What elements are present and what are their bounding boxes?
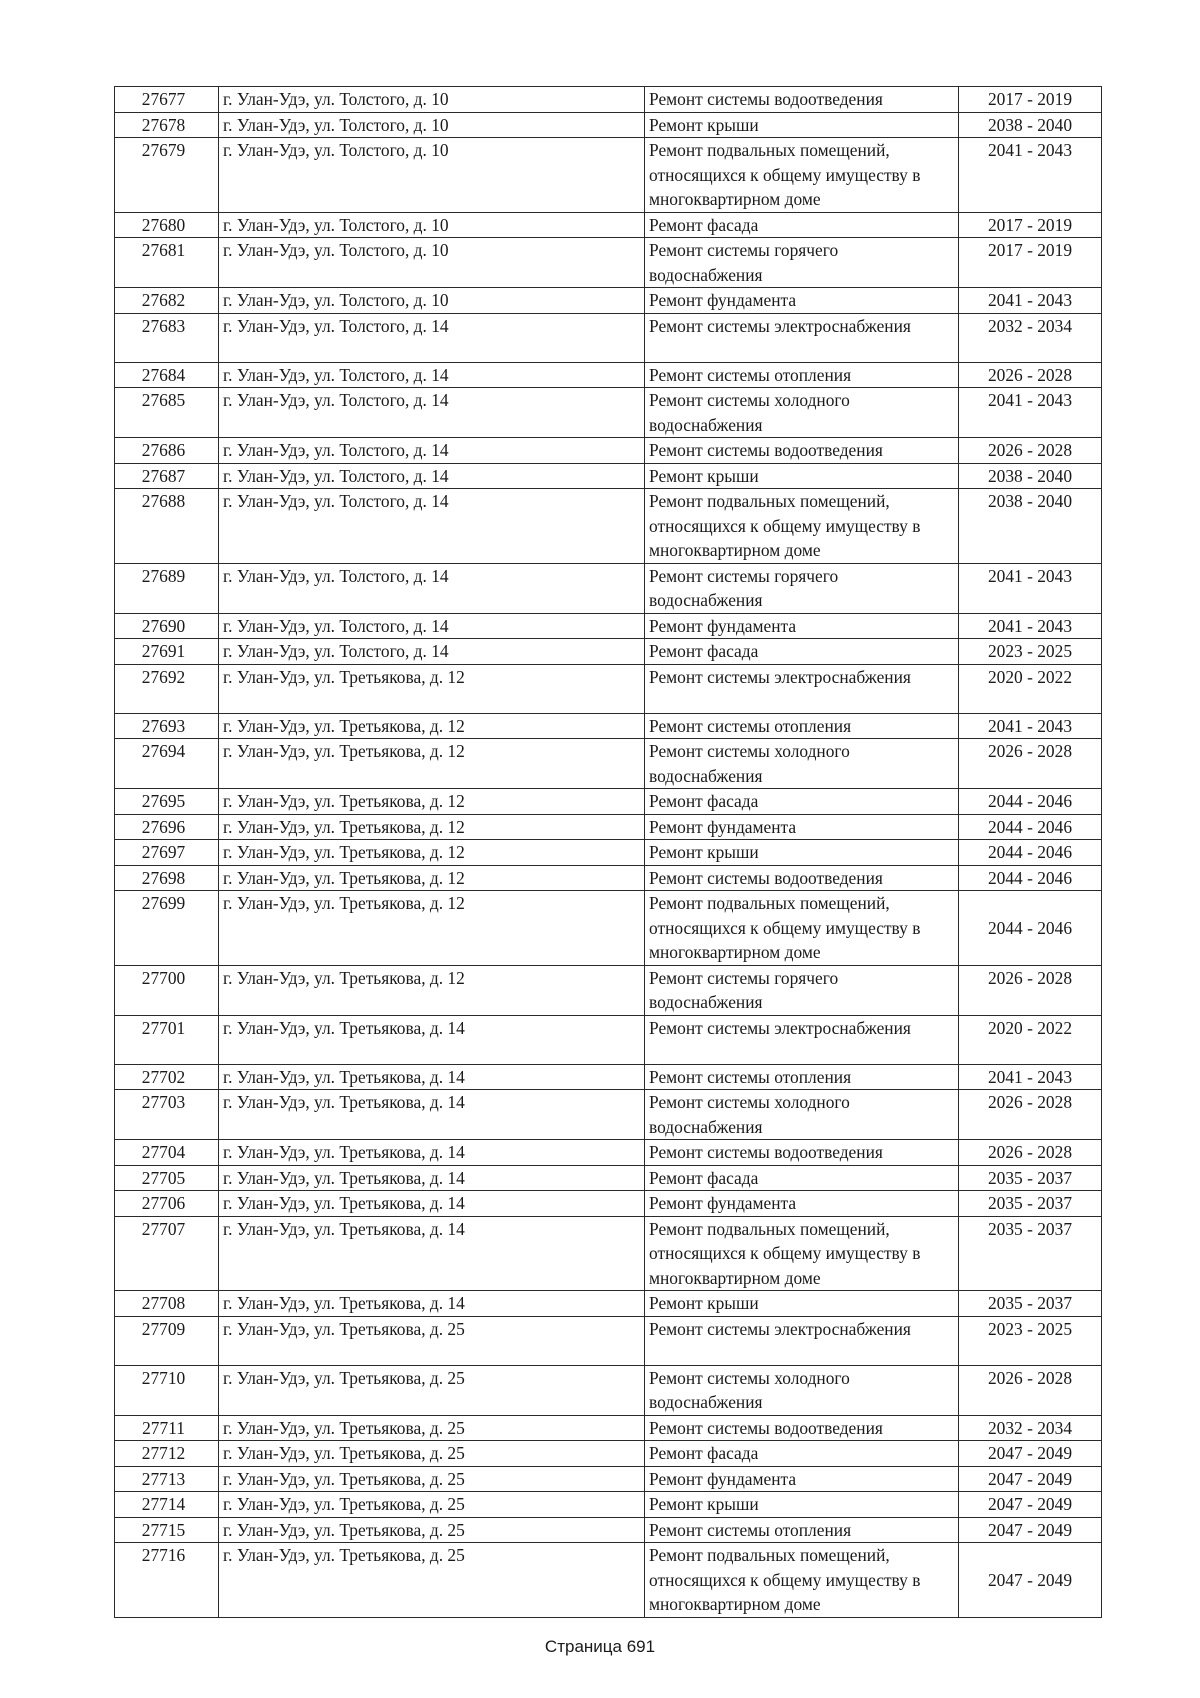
table-row [115, 1415, 1102, 1441]
row-address: г. Улан-Удэ, ул. Толстого, д. 14 [219, 313, 645, 362]
row-period: 2041 - 2043 [959, 138, 1102, 213]
row-work-type: Ремонт системы отопления [645, 362, 959, 388]
row-address: г. Улан-Удэ, ул. Третьякова, д. 12 [219, 814, 645, 840]
table-row [115, 1064, 1102, 1090]
row-number: 27711 [115, 1415, 219, 1441]
row-number: 27706 [115, 1191, 219, 1217]
row-work-type: Ремонт системы водоотведения [645, 87, 959, 113]
row-address: г. Улан-Удэ, ул. Толстого, д. 14 [219, 489, 645, 564]
row-period: 2026 - 2028 [959, 965, 1102, 1015]
table-row [115, 1140, 1102, 1166]
row-period: 2047 - 2049 [959, 1492, 1102, 1518]
row-address: г. Улан-Удэ, ул. Третьякова, д. 14 [219, 1291, 645, 1317]
row-number: 27709 [115, 1316, 219, 1365]
row-address: г. Улан-Удэ, ул. Третьякова, д. 14 [219, 1015, 645, 1064]
row-work-type: Ремонт системы водоотведения [645, 1140, 959, 1166]
row-period: 2047 - 2049 [959, 1441, 1102, 1467]
row-work-type: Ремонт подвальных помещений, относящихся к общему имуществу в многоквартирном доме [645, 1543, 959, 1618]
row-number: 27691 [115, 639, 219, 665]
row-number: 27679 [115, 138, 219, 213]
row-address: г. Улан-Удэ, ул. Третьякова, д. 12 [219, 664, 645, 713]
row-number: 27682 [115, 288, 219, 314]
works-table [114, 86, 1102, 1618]
row-period: 2044 - 2046 [959, 814, 1102, 840]
row-number: 27702 [115, 1064, 219, 1090]
row-work-type: Ремонт фасада [645, 1441, 959, 1467]
row-address: г. Улан-Удэ, ул. Третьякова, д. 25 [219, 1492, 645, 1518]
table-row [115, 489, 1102, 564]
row-work-type: Ремонт крыши [645, 840, 959, 866]
table-row [115, 891, 1102, 966]
table-row [115, 613, 1102, 639]
row-period: 2041 - 2043 [959, 388, 1102, 438]
row-period: 2044 - 2046 [959, 789, 1102, 815]
row-number: 27705 [115, 1165, 219, 1191]
row-number: 27694 [115, 739, 219, 789]
row-period: 2017 - 2019 [959, 238, 1102, 288]
row-number: 27712 [115, 1441, 219, 1467]
row-period: 2023 - 2025 [959, 1316, 1102, 1365]
table-row [115, 840, 1102, 866]
table-row [115, 1165, 1102, 1191]
row-work-type: Ремонт системы горячего водоснабжения [645, 965, 959, 1015]
row-work-type: Ремонт системы холодного водоснабжения [645, 388, 959, 438]
row-number: 27690 [115, 613, 219, 639]
row-period: 2038 - 2040 [959, 463, 1102, 489]
row-address: г. Улан-Удэ, ул. Третьякова, д. 12 [219, 739, 645, 789]
row-address: г. Улан-Удэ, ул. Толстого, д. 10 [219, 112, 645, 138]
row-period: 2032 - 2034 [959, 1415, 1102, 1441]
row-number: 27708 [115, 1291, 219, 1317]
table-row [115, 463, 1102, 489]
table-row [115, 1441, 1102, 1467]
row-work-type: Ремонт системы отопления [645, 713, 959, 739]
row-number: 27685 [115, 388, 219, 438]
row-work-type: Ремонт фасада [645, 1165, 959, 1191]
row-work-type: Ремонт фундамента [645, 1466, 959, 1492]
row-number: 27677 [115, 87, 219, 113]
row-period: 2041 - 2043 [959, 1064, 1102, 1090]
row-period: 2041 - 2043 [959, 563, 1102, 613]
table-row [115, 313, 1102, 362]
row-work-type: Ремонт системы электроснабжения [645, 1015, 959, 1064]
works-table-body [115, 87, 1102, 1618]
row-address: г. Улан-Удэ, ул. Третьякова, д. 25 [219, 1543, 645, 1618]
row-number: 27689 [115, 563, 219, 613]
row-number: 27693 [115, 713, 219, 739]
row-address: г. Улан-Удэ, ул. Третьякова, д. 12 [219, 891, 645, 966]
row-period: 2020 - 2022 [959, 1015, 1102, 1064]
row-period: 2026 - 2028 [959, 438, 1102, 464]
table-row [115, 362, 1102, 388]
row-period: 2047 - 2049 [959, 1543, 1102, 1618]
row-work-type: Ремонт системы водоотведения [645, 438, 959, 464]
row-address: г. Улан-Удэ, ул. Третьякова, д. 14 [219, 1064, 645, 1090]
row-number: 27699 [115, 891, 219, 966]
row-period: 2017 - 2019 [959, 212, 1102, 238]
row-work-type: Ремонт системы водоотведения [645, 1415, 959, 1441]
row-work-type: Ремонт подвальных помещений, относящихся к общему имуществу в многоквартирном доме [645, 489, 959, 564]
row-number: 27678 [115, 112, 219, 138]
row-address: г. Улан-Удэ, ул. Толстого, д. 10 [219, 138, 645, 213]
row-work-type: Ремонт системы горячего водоснабжения [645, 563, 959, 613]
row-number: 27680 [115, 212, 219, 238]
row-number: 27683 [115, 313, 219, 362]
row-work-type: Ремонт системы холодного водоснабжения [645, 1365, 959, 1415]
row-address: г. Улан-Удэ, ул. Толстого, д. 14 [219, 388, 645, 438]
page-number: Страница 691 [544, 1637, 656, 1656]
table-row [115, 1090, 1102, 1140]
row-work-type: Ремонт фундамента [645, 814, 959, 840]
row-number: 27696 [115, 814, 219, 840]
row-period: 2035 - 2037 [959, 1216, 1102, 1291]
table-row [115, 664, 1102, 713]
row-address: г. Улан-Удэ, ул. Толстого, д. 14 [219, 438, 645, 464]
row-work-type: Ремонт крыши [645, 1291, 959, 1317]
row-work-type: Ремонт системы электроснабжения [645, 313, 959, 362]
row-period: 2041 - 2043 [959, 613, 1102, 639]
table-row [115, 1316, 1102, 1365]
table-row [115, 639, 1102, 665]
table-row [115, 138, 1102, 213]
row-period: 2035 - 2037 [959, 1191, 1102, 1217]
row-address: г. Улан-Удэ, ул. Третьякова, д. 14 [219, 1140, 645, 1166]
row-address: г. Улан-Удэ, ул. Толстого, д. 14 [219, 563, 645, 613]
row-period: 2047 - 2049 [959, 1517, 1102, 1543]
row-work-type: Ремонт системы отопления [645, 1517, 959, 1543]
row-period: 2041 - 2043 [959, 288, 1102, 314]
row-number: 27716 [115, 1543, 219, 1618]
row-period: 2017 - 2019 [959, 87, 1102, 113]
row-number: 27692 [115, 664, 219, 713]
row-period: 2026 - 2028 [959, 1365, 1102, 1415]
row-address: г. Улан-Удэ, ул. Третьякова, д. 25 [219, 1441, 645, 1467]
row-number: 27710 [115, 1365, 219, 1415]
row-number: 27681 [115, 238, 219, 288]
row-number: 27701 [115, 1015, 219, 1064]
row-number: 27703 [115, 1090, 219, 1140]
table-row [115, 112, 1102, 138]
row-work-type: Ремонт крыши [645, 112, 959, 138]
row-period: 2047 - 2049 [959, 1466, 1102, 1492]
row-address: г. Улан-Удэ, ул. Третьякова, д. 25 [219, 1415, 645, 1441]
row-address: г. Улан-Удэ, ул. Третьякова, д. 12 [219, 965, 645, 1015]
table-row [115, 212, 1102, 238]
row-work-type: Ремонт крыши [645, 463, 959, 489]
row-work-type: Ремонт системы электроснабжения [645, 664, 959, 713]
row-address: г. Улан-Удэ, ул. Третьякова, д. 14 [219, 1216, 645, 1291]
row-work-type: Ремонт системы отопления [645, 1064, 959, 1090]
row-address: г. Улан-Удэ, ул. Третьякова, д. 25 [219, 1466, 645, 1492]
table-row [115, 739, 1102, 789]
row-work-type: Ремонт фундамента [645, 288, 959, 314]
table-row [115, 563, 1102, 613]
row-work-type: Ремонт системы горячего водоснабжения [645, 238, 959, 288]
row-address: г. Улан-Удэ, ул. Третьякова, д. 12 [219, 713, 645, 739]
row-address: г. Улан-Удэ, ул. Третьякова, д. 25 [219, 1316, 645, 1365]
row-period: 2041 - 2043 [959, 713, 1102, 739]
row-address: г. Улан-Удэ, ул. Толстого, д. 10 [219, 87, 645, 113]
row-number: 27684 [115, 362, 219, 388]
table-row [115, 789, 1102, 815]
row-work-type: Ремонт фасада [645, 212, 959, 238]
row-number: 27700 [115, 965, 219, 1015]
row-number: 27695 [115, 789, 219, 815]
table-row [115, 288, 1102, 314]
row-work-type: Ремонт системы водоотведения [645, 865, 959, 891]
table-row [115, 1517, 1102, 1543]
row-work-type: Ремонт крыши [645, 1492, 959, 1518]
row-period: 2038 - 2040 [959, 489, 1102, 564]
row-address: г. Улан-Удэ, ул. Третьякова, д. 12 [219, 789, 645, 815]
table-row [115, 814, 1102, 840]
row-address: г. Улан-Удэ, ул. Третьякова, д. 14 [219, 1165, 645, 1191]
table-row [115, 1015, 1102, 1064]
row-address: г. Улан-Удэ, ул. Толстого, д. 10 [219, 288, 645, 314]
row-address: г. Улан-Удэ, ул. Третьякова, д. 12 [219, 865, 645, 891]
row-work-type: Ремонт системы холодного водоснабжения [645, 1090, 959, 1140]
row-number: 27686 [115, 438, 219, 464]
row-address: г. Улан-Удэ, ул. Толстого, д. 14 [219, 613, 645, 639]
table-row [115, 1492, 1102, 1518]
row-address: г. Улан-Удэ, ул. Толстого, д. 14 [219, 639, 645, 665]
row-work-type: Ремонт подвальных помещений, относящихся к общему имуществу в многоквартирном доме [645, 1216, 959, 1291]
row-address: г. Улан-Удэ, ул. Толстого, д. 14 [219, 463, 645, 489]
row-work-type: Ремонт фундамента [645, 613, 959, 639]
table-row [115, 1365, 1102, 1415]
table-row [115, 965, 1102, 1015]
row-address: г. Улан-Удэ, ул. Третьякова, д. 14 [219, 1191, 645, 1217]
row-work-type: Ремонт фундамента [645, 1191, 959, 1217]
row-number: 27688 [115, 489, 219, 564]
table-row [115, 1191, 1102, 1217]
row-period: 2020 - 2022 [959, 664, 1102, 713]
row-work-type: Ремонт фасада [645, 789, 959, 815]
row-address: г. Улан-Удэ, ул. Третьякова, д. 25 [219, 1365, 645, 1415]
row-address: г. Улан-Удэ, ул. Третьякова, д. 25 [219, 1517, 645, 1543]
table-row [115, 713, 1102, 739]
row-period: 2023 - 2025 [959, 639, 1102, 665]
row-period: 2038 - 2040 [959, 112, 1102, 138]
row-address: г. Улан-Удэ, ул. Толстого, д. 10 [219, 212, 645, 238]
row-number: 27715 [115, 1517, 219, 1543]
row-period: 2026 - 2028 [959, 1140, 1102, 1166]
table-row [115, 1291, 1102, 1317]
row-period: 2035 - 2037 [959, 1165, 1102, 1191]
row-period: 2044 - 2046 [959, 891, 1102, 966]
row-period: 2032 - 2034 [959, 313, 1102, 362]
row-period: 2026 - 2028 [959, 362, 1102, 388]
row-number: 27697 [115, 840, 219, 866]
table-row [115, 865, 1102, 891]
table-row [115, 1466, 1102, 1492]
row-period: 2044 - 2046 [959, 865, 1102, 891]
table-row [115, 388, 1102, 438]
row-address: г. Улан-Удэ, ул. Толстого, д. 14 [219, 362, 645, 388]
row-work-type: Ремонт подвальных помещений, относящихся к общему имуществу в многоквартирном доме [645, 891, 959, 966]
row-address: г. Улан-Удэ, ул. Третьякова, д. 14 [219, 1090, 645, 1140]
row-number: 27713 [115, 1466, 219, 1492]
row-work-type: Ремонт подвальных помещений, относящихся к общему имуществу в многоквартирном доме [645, 138, 959, 213]
row-number: 27698 [115, 865, 219, 891]
row-work-type: Ремонт системы электроснабжения [645, 1316, 959, 1365]
row-address: г. Улан-Удэ, ул. Третьякова, д. 12 [219, 840, 645, 866]
table-row [115, 238, 1102, 288]
table-row [115, 1216, 1102, 1291]
row-work-type: Ремонт системы холодного водоснабжения [645, 739, 959, 789]
row-period: 2035 - 2037 [959, 1291, 1102, 1317]
row-period: 2044 - 2046 [959, 840, 1102, 866]
row-period: 2026 - 2028 [959, 739, 1102, 789]
table-row [115, 87, 1102, 113]
table-row [115, 438, 1102, 464]
row-number: 27687 [115, 463, 219, 489]
row-work-type: Ремонт фасада [645, 639, 959, 665]
table-row [115, 1543, 1102, 1618]
row-period: 2026 - 2028 [959, 1090, 1102, 1140]
row-number: 27714 [115, 1492, 219, 1518]
row-address: г. Улан-Удэ, ул. Толстого, д. 10 [219, 238, 645, 288]
row-number: 27707 [115, 1216, 219, 1291]
row-number: 27704 [115, 1140, 219, 1166]
